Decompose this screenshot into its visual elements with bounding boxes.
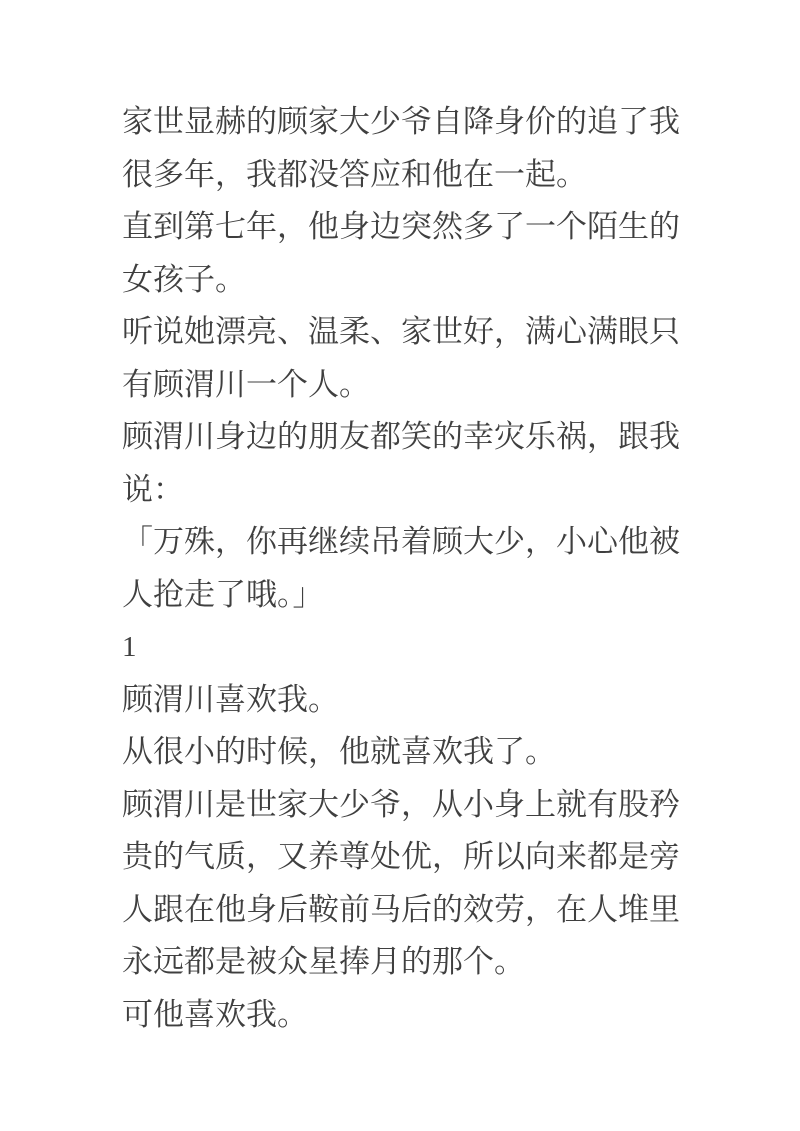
paragraph-intro-3: 听说她漂亮、温柔、家世好，满心满眼只有顾渭川一个人。 (122, 314, 680, 402)
paragraph-chapter-4: 可他喜欢我。 (122, 996, 308, 1032)
paragraph-chapter-3: 顾渭川是世家大少爷，从小身上就有股矜贵的气质，又养尊处优，所以向来都是旁人跟在他身后鞍前马后的效劳，在人堆里永远都是被众星捧月的那个。 (122, 786, 680, 979)
paragraph-intro-1: 家世显赫的顾家大少爷自降身价的追了我很多年，我都没答应和他在一起。 (122, 104, 680, 192)
paragraph-quote: 「万殊，你再继续吊着顾大少，小心他被人抢走了哦。」 (122, 524, 680, 612)
paragraph-intro-2: 直到第七年，他身边突然多了一个陌生的女孩子。 (122, 209, 680, 297)
paragraph-chapter-2: 从很小的时候，他就喜欢我了。 (122, 734, 556, 769)
story-text-block (122, 96, 694, 1041)
paragraph-friends-say: 顾渭川身边的朋友都笑的幸灾乐祸，跟我说： (122, 419, 680, 507)
chapter-section-number: 1 (122, 631, 137, 663)
paragraph-chapter-1: 顾渭川喜欢我。 (122, 681, 339, 717)
